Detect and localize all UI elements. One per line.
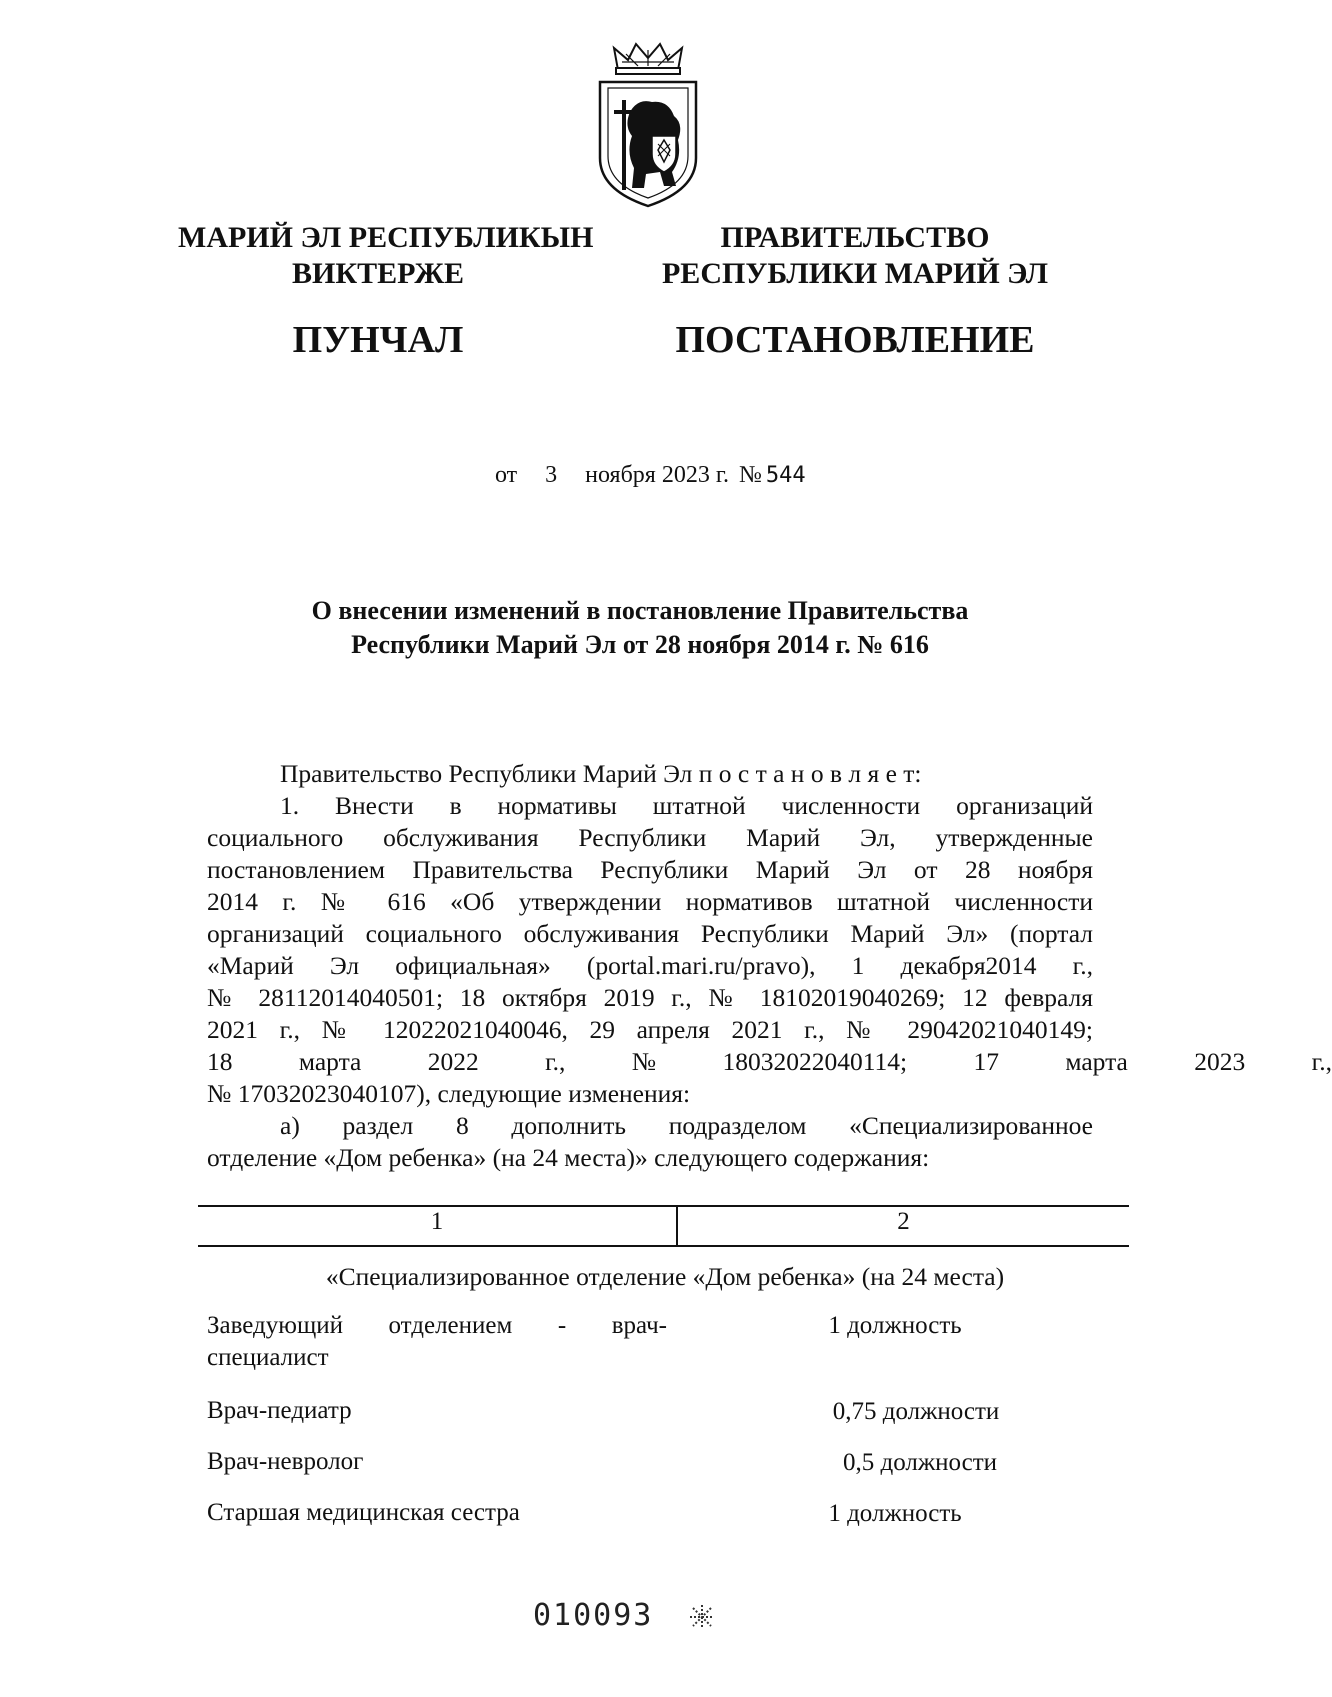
- body-line12: а) раздел 8 дополнить подразделом «Специализированное: [280, 1111, 1093, 1140]
- table-row-2-position: Врач-педиатр: [207, 1397, 352, 1424]
- date-month-year: ноября 2023 г.: [585, 462, 729, 488]
- table-row-4-position: Старшая медицинская сестра: [207, 1499, 520, 1526]
- body-line6: организаций социального обслуживания Республики Марий Эл» (портал: [207, 919, 1093, 948]
- body-line9: 2021 г., № 12022021040046, 29 апреля 2021 г., № 29042021040149;: [207, 1015, 1093, 1044]
- table-row-1-amount: 1 должность: [828, 1312, 962, 1339]
- body-line5: 2014 г. № 616 «Об утверждении нормативов штатной численности: [207, 887, 1093, 916]
- body-line11: № 17032023040107), следующие изменения:: [207, 1079, 691, 1108]
- table-row-3-amount: 0,5 должности: [842, 1449, 998, 1476]
- table-column-1-number: 1: [430, 1208, 444, 1235]
- serial-number: 010093: [533, 1598, 654, 1633]
- date-line: [495, 462, 806, 489]
- table-column-2-number: 2: [897, 1208, 910, 1235]
- title-line1: О внесении изменений в постановление Правительства: [311, 596, 969, 625]
- header-right-line2: РЕСПУБЛИКИ МАРИЙ ЭЛ: [661, 257, 1048, 290]
- header-right-doc-type: ПОСТАНОВЛЕНИЕ: [675, 319, 1035, 361]
- table-row-2-amount: 0,75 должности: [832, 1398, 1000, 1425]
- table-subheading: «Специализированное отделение «Дом ребенка» (на 24 места): [325, 1262, 1005, 1291]
- body-line1: Правительство Республики Марий Эл п о с т а н о в л я е т:: [280, 759, 922, 788]
- header-right-line1: ПРАВИТЕЛЬСТВО: [720, 221, 990, 254]
- date-from: от: [495, 462, 518, 488]
- body-line8: № 28112014040501; 18 октября 2019 г., № 18102019040269; 12 февраля: [207, 983, 1093, 1012]
- row-1-position-line2: специалист: [207, 1344, 329, 1371]
- footer-serial-number: [533, 1598, 717, 1633]
- header-left-line2: ВИКТЕРЖЕ: [291, 257, 465, 290]
- number-sign: №: [738, 462, 762, 488]
- document-number: 544: [765, 463, 806, 488]
- table-bottom-rule: [198, 1245, 1129, 1247]
- row-1-position-line1: Заведующий отделением - врач-: [207, 1312, 667, 1339]
- body-text: [207, 758, 1332, 1174]
- table-row-4-amount: 1 должность: [828, 1500, 962, 1527]
- table-row-3-position: Врач-невролог: [207, 1448, 364, 1475]
- table-row-1-position: [207, 1310, 667, 1374]
- body-line4: постановлением Правительства Республики Марий Эл от 28 ноября: [207, 855, 1093, 884]
- coat-of-arms-mari-el-icon: [594, 40, 702, 210]
- header-left-line1: МАРИЙ ЭЛ РЕСПУБЛИКЫН: [178, 221, 594, 254]
- table-top-rule: [198, 1205, 1129, 1207]
- document-title: [200, 594, 1080, 662]
- body-line7: «Марий Эл официальная» (portal.mari.ru/pravo), 1 декабря2014 г.,: [207, 951, 1093, 980]
- body-line2: 1. Внести в нормативы штатной численности организаций: [280, 791, 1093, 820]
- date-day: 3: [545, 462, 558, 488]
- title-line2: Республики Марий Эл от 28 ноября 2014 г. № 616: [351, 630, 929, 659]
- body-line13: отделение «Дом ребенка» (на 24 места)» следующего содержания:: [207, 1143, 930, 1172]
- body-line3: социального обслуживания Республики Марий Эл, утвержденные: [207, 823, 1093, 852]
- asterisk-mark-icon: [687, 1602, 717, 1632]
- body-line10: 18 марта 2022 г., № 18032022040114; 17 марта 2023 г.,: [207, 1047, 1332, 1076]
- header-left-doc-type: ПУНЧАЛ: [292, 319, 464, 361]
